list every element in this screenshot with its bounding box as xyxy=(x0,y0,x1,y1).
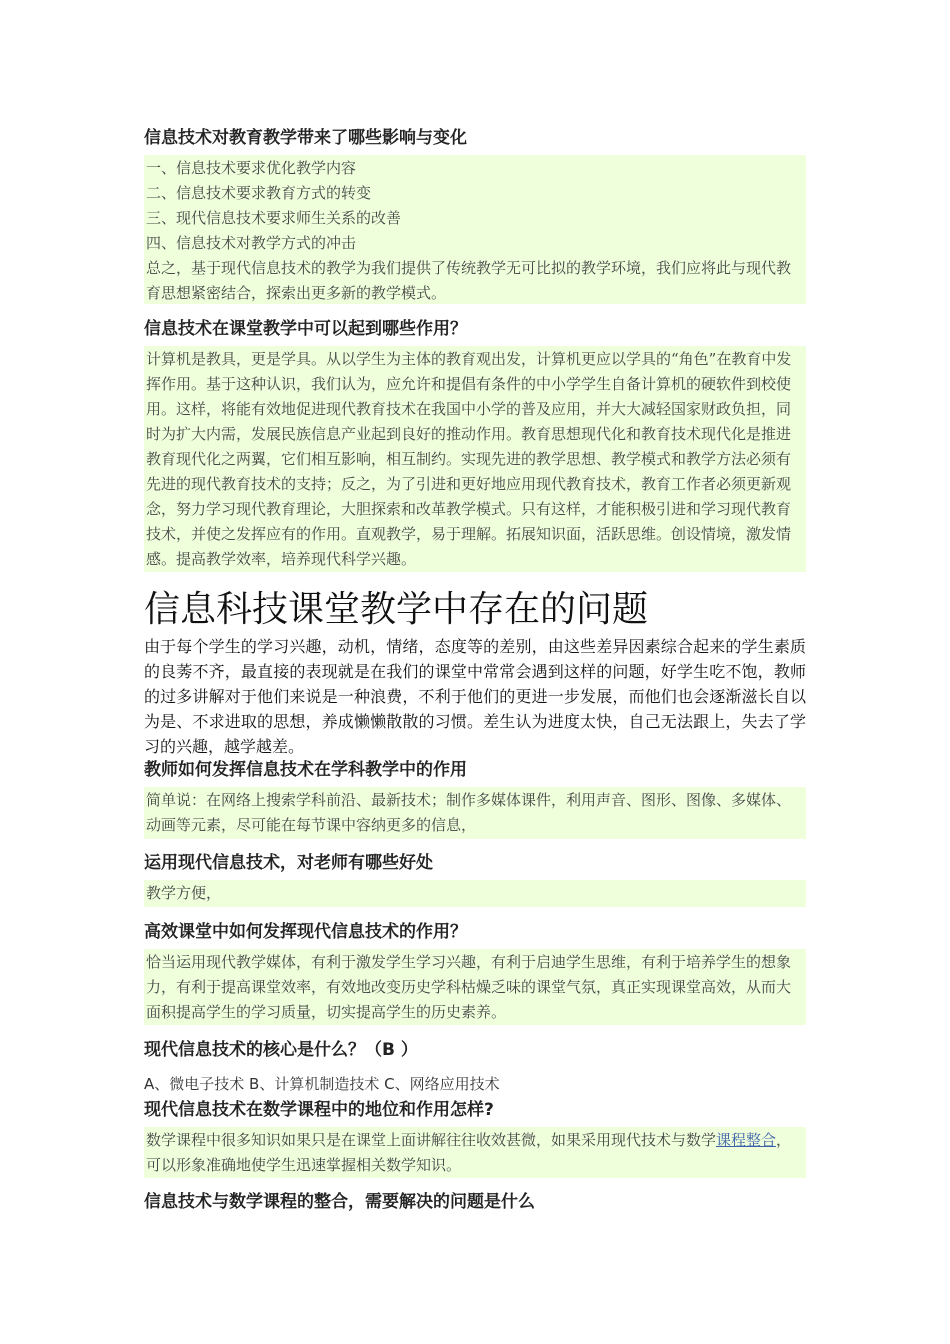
question-title: 信息技术在课堂教学中可以起到哪些作用？ xyxy=(144,319,467,339)
answer-text: 恰当运用现代教学媒体，有利于激发学生学习兴趣，有利于启迪学生思维，有利于培养学生的想象力，有利于提高课堂效率，有效地改变历史学科枯燥乏味的课堂气氛，真正实现课堂高效，从而大面积提高学生的学习质量，切实提高学生的历史素养。 xyxy=(146,953,792,1021)
answer-box xyxy=(144,155,806,304)
question-title: 教师如何发挥信息技术在学科教学中的作用 xyxy=(144,760,467,780)
answer-text xyxy=(146,1128,804,1178)
section-heading: 信息科技课堂教学中存在的问题 xyxy=(144,589,649,630)
question-title: 运用现代信息技术，对老师有哪些好处 xyxy=(144,853,433,873)
answer-line: 二、信息技术要求教育方式的转变 xyxy=(146,184,372,202)
question-title: 现代信息技术的核心是什么？（B ） xyxy=(144,1040,418,1060)
answer-box xyxy=(144,880,806,907)
answer-text: 教学方便， xyxy=(146,884,222,902)
answer-line: 四、信息技术对教学方式的冲击 xyxy=(146,234,357,252)
answer-text-part: ，可以形象准确地使学生迅速掌握相关数学知识。 xyxy=(146,1131,792,1174)
course-integration-link[interactable]: 课程整合 xyxy=(716,1131,777,1149)
answer-text: 计算机是教具，更是学具。从以学生为主体的教育观出发，计算机更应以学具的“角色”在教育中发挥作用。基于这种认识，我们认为，应允许和提倡有条件的中小学学生自备计算机的硬软件到校使用。这样，将能有效地促进现代教育技术在我国中小学的普及应用，并大大减轻国家财政负担，同时为扩大内需，发展民族信息产业起到良好的推动作用。教育思想现代化和教育技术现代化是推进教育现代化之两翼，它们相互影响，相互制约。实现先进的教学思想、教学模式和教学方法必须有先进的现代教育技术的支持；反之，为了引进和更好地应用现代教育技术，教育工作者必须更新观念，努力学习现代教育理论，大胆探索和改革教学模式。只有这样，才能积极引进和学习现代教育技术，并使之发挥应有的作用。直观教学，易于理解。拓展知识面，活跃思维。创设情境，激发情感。提高教学效率，培养现代科学兴趣。 xyxy=(146,350,792,568)
question-title: 高效课堂中如何发挥现代信息技术的作用？ xyxy=(144,922,467,942)
answer-text: 简单说：在网络上搜索学科前沿、最新技术；制作多媒体课件，利用声音、图形、图像、多媒体、动画等元素，尽可能在每节课中容纳更多的信息， xyxy=(146,791,792,834)
answer-box xyxy=(144,949,806,1025)
question-title: 现代信息技术在数学课程中的地位和作用怎样? xyxy=(144,1100,494,1120)
answer-line: 三、现代信息技术要求师生关系的改善 xyxy=(146,209,402,227)
answer-line: 一、信息技术要求优化教学内容 xyxy=(146,159,357,177)
section-body: 由于每个学生的学习兴趣，动机，情绪，态度等的差别，由这些差异因素综合起来的学生素质的良莠不齐，最直接的表现就是在我们的课堂中常常会遇到这样的问题，好学生吃不饱，教师的过多讲解对于他们来说是一种浪费，不利于他们的更进一步发展，而他们也会逐渐滋长自以为是、不求进取的思想，养成懒懒散散的习惯。差生认为进度太快，自己无法跟上，失去了学习的兴趣，越学越差。 xyxy=(144,637,806,756)
options-text: A、微电子技术 B、计算机制造技术 C、网络应用技术 xyxy=(144,1075,500,1093)
answer-box xyxy=(144,1127,806,1178)
answer-box xyxy=(144,346,806,572)
question-title: 信息技术与数学课程的整合，需要解决的问题是什么 xyxy=(144,1192,535,1212)
answer-box xyxy=(144,787,806,839)
question-title: 信息技术对教育教学带来了哪些影响与变化 xyxy=(144,128,467,148)
answer-summary: 总之，基于现代信息技术的教学为我们提供了传统教学无可比拟的教学环境，我们应将此与现代教育思想紧密结合，探索出更多新的教学模式。 xyxy=(146,259,792,302)
answer-text-part: 数学课程中很多知识如果只是在课堂上面讲解往往收效甚微，如果采用现代技术与数学 xyxy=(146,1131,717,1149)
